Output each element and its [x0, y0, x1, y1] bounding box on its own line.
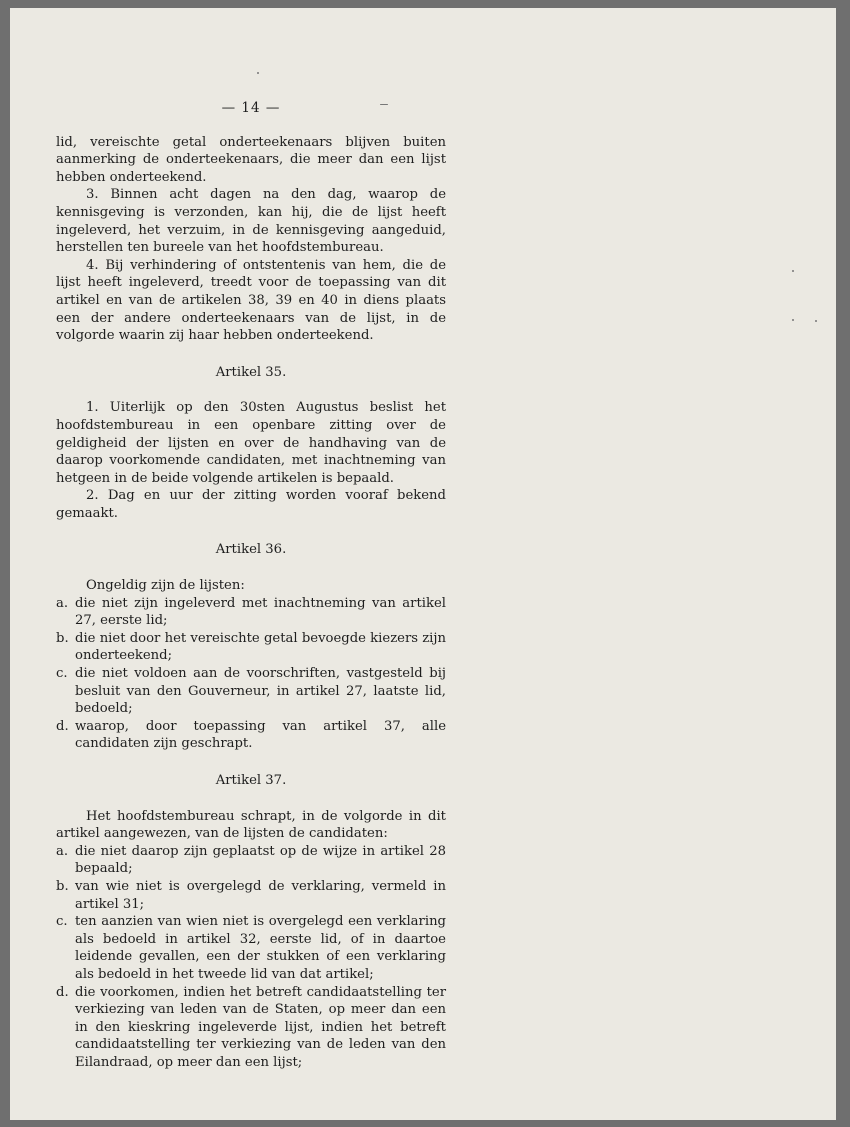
list-item-label: c. [56, 914, 68, 930]
paragraph: 1. Uiterlijk op den 30sten Augustus beslist het hoofdstembureau in een openbare zitting over de geldigheid der lijsten en over de handhaving van de daarop voorkomende candidaten, met inachtneming van hetgeen in de beide volgende artikelen is bepaald. [56, 400, 446, 486]
list-item-label: d. [56, 718, 69, 734]
list-item-label: b. [56, 878, 69, 894]
paper-speck [257, 72, 259, 74]
article-36-heading: Artikel 36. [215, 542, 287, 558]
article-35-heading: Artikel 35. [215, 364, 287, 380]
list-intro: Het hoofdstembureau schrapt, in de volgorde in dit artikel aangewezen, van de lijsten de candidaten: [56, 808, 446, 842]
list-item [56, 718, 446, 753]
list-item-text: die niet zijn ingeleverd met inachtneming van artikel 27, eerste lid; [75, 595, 446, 629]
paragraph: 2. Dag en uur der zitting worden vooraf bekend gemaakt. [56, 488, 446, 521]
list-item-text: waarop, door toepassing van artikel 37, alle candidaten zijn geschrapt. [75, 718, 446, 752]
paragraph: lid, vereischte getal onderteekenaars blijven buiten aanmerking de onderteekenaars, die meer dan een lijst hebben onderteekend. [56, 134, 446, 185]
list-item-label: a. [56, 843, 69, 859]
list-item [56, 595, 446, 630]
list-item [56, 913, 446, 983]
paper-speck [815, 320, 817, 322]
page-number: — 14 — [221, 100, 281, 116]
article-37-heading: Artikel 37. [215, 773, 287, 788]
list-item-text: die niet daarop zijn geplaatst op de wijze in artikel 28 bepaald; [75, 843, 446, 877]
list-item-text: die niet voldoen aan de voorschriften, vastgesteld bij besluit van den Gouverneur, in artikel 27, laatste lid, bedoeld; [75, 666, 446, 717]
list-item [56, 665, 446, 718]
list-item-label: c. [56, 666, 68, 682]
list-item [56, 878, 446, 913]
list-item [56, 843, 446, 878]
document-page [10, 8, 836, 1120]
paper-speck [792, 319, 794, 321]
list-item-label: d. [56, 984, 69, 1000]
list-item-text: die voorkomen, indien het betreft candidaatstelling ter verkiezing van leden van de Staten, op meer dan een in den kieskring ingeleverde lijst, indien het betreft candidaatstelling ter verkiezing van de leden van den Eilandraad, op meer dan een lijst; [75, 984, 446, 1070]
paper-speck [792, 270, 794, 272]
list-item [56, 630, 446, 665]
list-item [56, 984, 446, 1072]
paragraph: 4. Bij verhindering of ontstentenis van hem, die de lijst heeft ingeleverd, treedt voor de toepassing van dit artikel en van de artikelen 38, 39 en 40 in diens plaats een der andere onderteekenaars van de lijst, in de volgorde waarin zij haar hebben onderteekend. [56, 257, 446, 344]
list-intro: Ongeldig zijn de lijsten: [86, 578, 245, 594]
document-text [56, 100, 446, 1072]
list-item-text: ten aanzien van wien niet is overgelegd een verklaring als bedoeld in artikel 32, eerste lid, of in daartoe leidende gevallen, een der stukken of een verklaring als bedoeld in het tweede lid van dat artikel; [75, 914, 446, 982]
paragraph: 3. Binnen acht dagen na den dag, waarop de kennisgeving is verzonden, kan hij, die de lijst heeft ingeleverd, het verzuim, in de kennisgeving aangeduid, herstellen ten bureele van het hoofdstembureau. [56, 187, 446, 256]
list-item-label: a. [56, 595, 69, 611]
list-item-text: van wie niet is overgelegd de verklaring, vermeld in artikel 31; [75, 878, 446, 912]
list-item-label: b. [56, 630, 69, 646]
list-item-text: die niet door het vereischte getal bevoegde kiezers zijn onderteekend; [75, 630, 446, 664]
